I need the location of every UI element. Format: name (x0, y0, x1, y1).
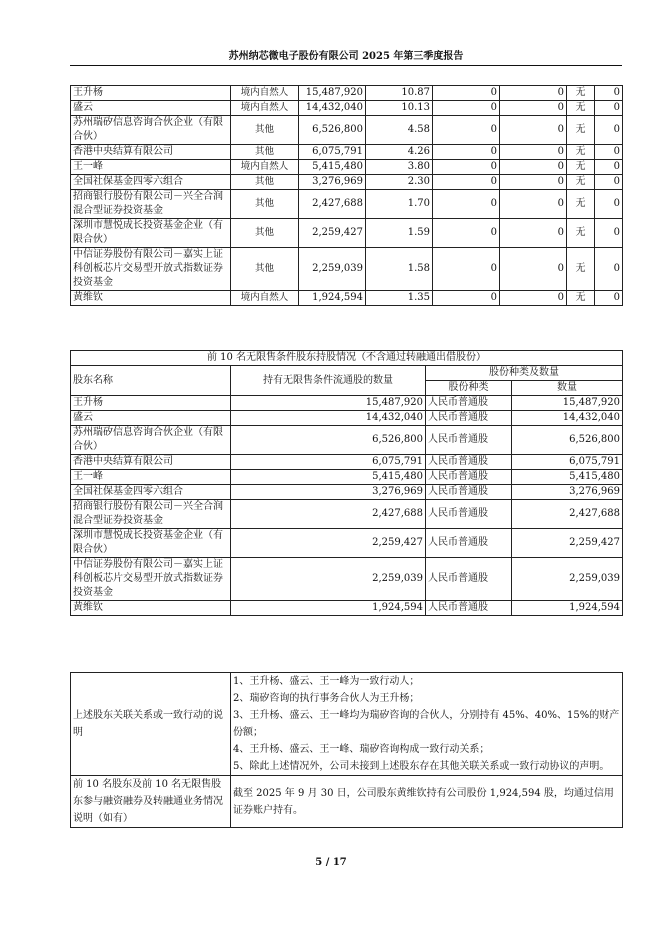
holder-nature-cell: 其他 (231, 248, 299, 291)
holder-row (71, 190, 623, 219)
holder-restricted-cell: 0 (433, 291, 500, 306)
holder-nature-cell: 其他 (231, 175, 299, 190)
holder-row (71, 101, 623, 116)
unrestricted-amount-cell: 6,526,800 (512, 426, 623, 455)
holder-ratio-cell: 1.59 (366, 219, 433, 248)
relation-item: 4、王升杨、盛云、王一峰、瑞矽咨询构成一致行动关系； (233, 744, 490, 755)
relation-item: 5、除此上述情况外，公司未接到上述股东存在其他关联关系或一致行动协议的声明。 (233, 761, 610, 772)
unrestricted-name-cell: 招商银行股份有限公司－兴全合润混合型证券投资基金 (71, 500, 231, 529)
holder-row (71, 145, 623, 160)
col-header-qty: 持有无限售条件流通股的数量 (231, 366, 426, 396)
holder-pledge-qty-cell: 0 (595, 101, 623, 116)
notes-table (70, 672, 623, 828)
holder-shares-cell: 1,924,594 (299, 291, 366, 306)
unrestricted-type-cell: 人民币普通股 (426, 558, 512, 601)
margin-text: 截至 2025 年 9 月 30 日，公司股东黄维钦持有公司股份 1,924,594 股，均通过信用证券账户持有。 (231, 776, 623, 828)
holder-row (71, 248, 623, 291)
holder-restricted-incl-lending-cell: 0 (500, 101, 567, 116)
page-number: 5 / 17 (315, 857, 347, 868)
holder-restricted-incl-lending-cell: 0 (500, 175, 567, 190)
holder-name-cell: 中信证券股份有限公司－嘉实上证科创板芯片交易型开放式指数证券投资基金 (71, 248, 231, 291)
unrestricted-qty-cell: 1,924,594 (231, 601, 426, 616)
holder-restricted-incl-lending-cell: 0 (500, 219, 567, 248)
unrestricted-row (71, 396, 623, 411)
unrestricted-name-cell: 中信证券股份有限公司－嘉实上证科创板芯片交易型开放式指数证券投资基金 (71, 558, 231, 601)
holder-nature-cell: 境内自然人 (231, 291, 299, 306)
holder-pledge-status-cell: 无 (567, 160, 595, 175)
holder-restricted-cell: 0 (433, 116, 500, 145)
holder-restricted-cell: 0 (433, 86, 500, 101)
holder-shares-cell: 6,075,791 (299, 145, 366, 160)
holder-restricted-cell: 0 (433, 145, 500, 160)
unrestricted-row (71, 558, 623, 601)
unrestricted-type-cell: 人民币普通股 (426, 470, 512, 485)
unrestricted-row (71, 426, 623, 455)
holder-pledge-status-cell: 无 (567, 145, 595, 160)
unrestricted-row (71, 529, 623, 558)
relation-item: 2、瑞矽咨询的执行事务合伙人为王升杨； (233, 693, 420, 704)
holder-ratio-cell: 4.58 (366, 116, 433, 145)
unrestricted-name-cell: 全国社保基金四零六组合 (71, 485, 231, 500)
unrestricted-qty-cell: 15,487,920 (231, 396, 426, 411)
holder-shares-cell: 2,259,039 (299, 248, 366, 291)
holder-nature-cell: 其他 (231, 190, 299, 219)
top10-holders-table (70, 85, 623, 306)
unrestricted-name-cell: 香港中央结算有限公司 (71, 455, 231, 470)
unrestricted-amount-cell: 6,075,791 (512, 455, 623, 470)
holder-shares-cell: 2,259,427 (299, 219, 366, 248)
unrestricted-row (71, 485, 623, 500)
holder-restricted-cell: 0 (433, 248, 500, 291)
holder-pledge-status-cell: 无 (567, 101, 595, 116)
holder-restricted-incl-lending-cell: 0 (500, 86, 567, 101)
holder-restricted-cell: 0 (433, 219, 500, 248)
holder-ratio-cell: 4.26 (366, 145, 433, 160)
holder-pledge-qty-cell: 0 (595, 175, 623, 190)
holder-row (71, 160, 623, 175)
holder-pledge-status-cell: 无 (567, 248, 595, 291)
unrestricted-amount-cell: 2,259,427 (512, 529, 623, 558)
unrestricted-name-cell: 黄维钦 (71, 601, 231, 616)
col-header-amount: 数量 (512, 381, 623, 396)
holder-name-cell: 王一峰 (71, 160, 231, 175)
holder-pledge-qty-cell: 0 (595, 145, 623, 160)
unrestricted-type-cell: 人民币普通股 (426, 396, 512, 411)
unrestricted-qty-cell: 5,415,480 (231, 470, 426, 485)
holder-pledge-qty-cell: 0 (595, 116, 623, 145)
holder-ratio-cell: 10.13 (366, 101, 433, 116)
col-header-type-group: 股份种类及数量 (426, 366, 623, 381)
holder-ratio-cell: 1.58 (366, 248, 433, 291)
holder-name-cell: 招商银行股份有限公司－兴全合润混合型证券投资基金 (71, 190, 231, 219)
holder-pledge-qty-cell: 0 (595, 160, 623, 175)
unrestricted-type-cell: 人民币普通股 (426, 426, 512, 455)
margin-label: 前 10 名股东及前 10 名无限售股东参与融资融券及转融通业务情况说明（如有） (71, 776, 231, 828)
unrestricted-amount-cell: 2,259,039 (512, 558, 623, 601)
holder-name-cell: 黄维钦 (71, 291, 231, 306)
relation-item: 3、王升杨、盛云、王一峰均为瑞矽咨询的合伙人，分别持有 45%、40%、15%的财产份额； (233, 710, 620, 738)
unrestricted-type-cell: 人民币普通股 (426, 500, 512, 529)
holder-row (71, 219, 623, 248)
col-header-type: 股份种类 (426, 381, 512, 396)
unrestricted-row (71, 455, 623, 470)
holder-pledge-status-cell: 无 (567, 116, 595, 145)
unrestricted-amount-cell: 2,427,688 (512, 500, 623, 529)
relation-label: 上述股东关联关系或一致行动的说明 (71, 673, 231, 776)
unrestricted-qty-cell: 3,276,969 (231, 485, 426, 500)
unrestricted-name-cell: 盛云 (71, 411, 231, 426)
holder-row (71, 291, 623, 306)
holder-pledge-qty-cell: 0 (595, 190, 623, 219)
unrestricted-amount-cell: 5,415,480 (512, 470, 623, 485)
holder-nature-cell: 其他 (231, 145, 299, 160)
holder-pledge-status-cell: 无 (567, 175, 595, 190)
holder-nature-cell: 其他 (231, 219, 299, 248)
holder-shares-cell: 15,487,920 (299, 86, 366, 101)
holder-nature-cell: 境内自然人 (231, 160, 299, 175)
holder-row (71, 86, 623, 101)
unrestricted-holders-table (70, 350, 623, 616)
unrestricted-row (71, 601, 623, 616)
holder-restricted-cell: 0 (433, 160, 500, 175)
relation-item: 1、王升杨、盛云、王一峰为一致行动人； (233, 676, 420, 687)
holder-ratio-cell: 1.70 (366, 190, 433, 219)
holder-name-cell: 王升杨 (71, 86, 231, 101)
unrestricted-row (71, 411, 623, 426)
holder-restricted-cell: 0 (433, 175, 500, 190)
col-header-name: 股东名称 (71, 366, 231, 396)
unrestricted-title: 前 10 名无限售条件股东持股情况（不含通过转融通出借股份） (71, 351, 623, 366)
holder-pledge-status-cell: 无 (567, 190, 595, 219)
unrestricted-amount-cell: 15,487,920 (512, 396, 623, 411)
unrestricted-type-cell: 人民币普通股 (426, 455, 512, 470)
holder-restricted-incl-lending-cell: 0 (500, 160, 567, 175)
holder-name-cell: 深圳市慧悦成长投资基金企业（有限合伙） (71, 219, 231, 248)
unrestricted-type-cell: 人民币普通股 (426, 601, 512, 616)
unrestricted-qty-cell: 6,075,791 (231, 455, 426, 470)
holder-nature-cell: 境内自然人 (231, 101, 299, 116)
holder-shares-cell: 3,276,969 (299, 175, 366, 190)
holder-name-cell: 盛云 (71, 101, 231, 116)
holder-pledge-status-cell: 无 (567, 219, 595, 248)
page-header: 苏州纳芯微电子股份有限公司 2025 年第三季度报告 (70, 47, 622, 66)
unrestricted-type-cell: 人民币普通股 (426, 411, 512, 426)
unrestricted-amount-cell: 1,924,594 (512, 601, 623, 616)
holder-restricted-cell: 0 (433, 101, 500, 116)
unrestricted-qty-cell: 2,259,039 (231, 558, 426, 601)
holder-row (71, 175, 623, 190)
holder-ratio-cell: 3.80 (366, 160, 433, 175)
holder-restricted-incl-lending-cell: 0 (500, 190, 567, 219)
holder-name-cell: 香港中央结算有限公司 (71, 145, 231, 160)
unrestricted-amount-cell: 3,276,969 (512, 485, 623, 500)
holder-restricted-incl-lending-cell: 0 (500, 145, 567, 160)
unrestricted-row (71, 470, 623, 485)
unrestricted-type-cell: 人民币普通股 (426, 529, 512, 558)
unrestricted-name-cell: 深圳市慧悦成长投资基金企业（有限合伙） (71, 529, 231, 558)
holder-pledge-status-cell: 无 (567, 291, 595, 306)
unrestricted-qty-cell: 2,427,688 (231, 500, 426, 529)
holder-ratio-cell: 2.30 (366, 175, 433, 190)
unrestricted-amount-cell: 14,432,040 (512, 411, 623, 426)
unrestricted-name-cell: 王升杨 (71, 396, 231, 411)
holder-name-cell: 全国社保基金四零六组合 (71, 175, 231, 190)
holder-nature-cell: 其他 (231, 116, 299, 145)
holder-pledge-status-cell: 无 (567, 86, 595, 101)
unrestricted-qty-cell: 14,432,040 (231, 411, 426, 426)
holder-shares-cell: 2,427,688 (299, 190, 366, 219)
holder-shares-cell: 14,432,040 (299, 101, 366, 116)
holder-ratio-cell: 10.87 (366, 86, 433, 101)
holder-restricted-incl-lending-cell: 0 (500, 116, 567, 145)
holder-ratio-cell: 1.35 (366, 291, 433, 306)
holder-pledge-qty-cell: 0 (595, 219, 623, 248)
holder-nature-cell: 境内自然人 (231, 86, 299, 101)
holder-pledge-qty-cell: 0 (595, 86, 623, 101)
holder-name-cell: 苏州瑞矽信息咨询合伙企业（有限合伙） (71, 116, 231, 145)
unrestricted-qty-cell: 2,259,427 (231, 529, 426, 558)
relation-items (231, 673, 623, 776)
holder-row (71, 116, 623, 145)
holder-restricted-incl-lending-cell: 0 (500, 248, 567, 291)
unrestricted-name-cell: 王一峰 (71, 470, 231, 485)
unrestricted-type-cell: 人民币普通股 (426, 485, 512, 500)
holder-shares-cell: 6,526,800 (299, 116, 366, 145)
holder-shares-cell: 5,415,480 (299, 160, 366, 175)
holder-restricted-incl-lending-cell: 0 (500, 291, 567, 306)
holder-pledge-qty-cell: 0 (595, 291, 623, 306)
unrestricted-name-cell: 苏州瑞矽信息咨询合伙企业（有限合伙） (71, 426, 231, 455)
unrestricted-qty-cell: 6,526,800 (231, 426, 426, 455)
unrestricted-row (71, 500, 623, 529)
holder-restricted-cell: 0 (433, 190, 500, 219)
holder-pledge-qty-cell: 0 (595, 248, 623, 291)
